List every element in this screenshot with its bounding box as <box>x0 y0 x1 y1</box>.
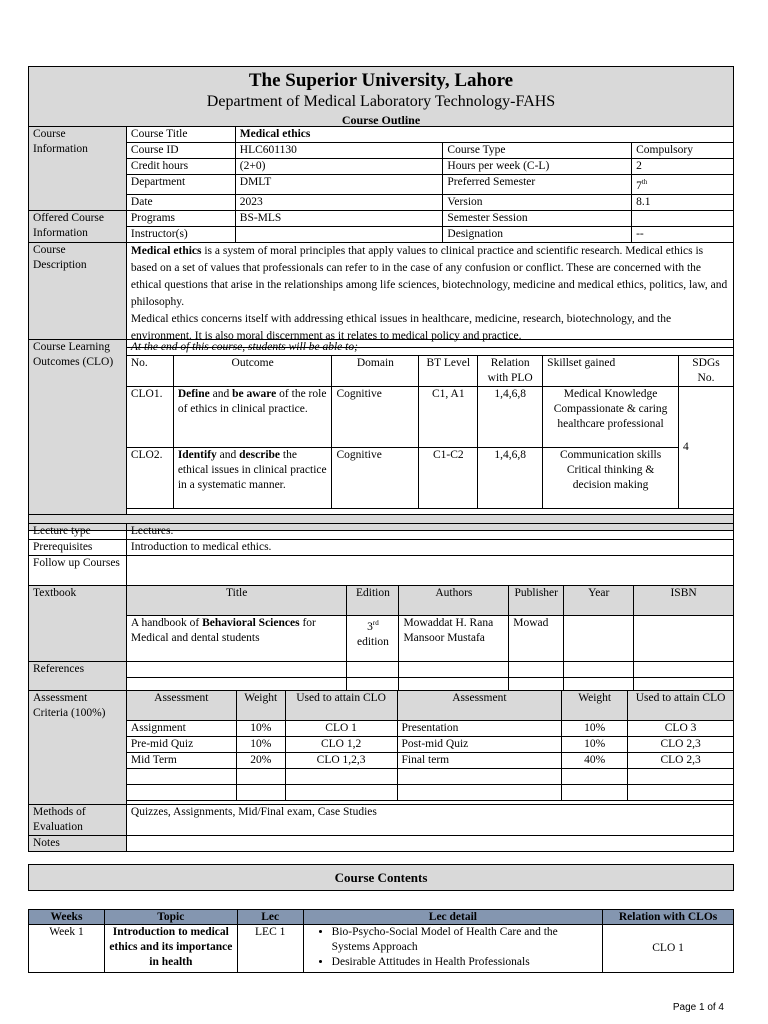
textbook-authors <box>399 616 509 662</box>
week-cell: Week 1 <box>29 925 105 973</box>
assessment-weight: 40% <box>562 753 628 769</box>
empty-cell <box>562 785 628 801</box>
description-label: Course Description <box>29 242 127 347</box>
course-type-value: Compulsory <box>632 143 734 159</box>
clo-sdg: 4 <box>678 387 733 509</box>
lec-detail-header: Lec detail <box>303 910 603 925</box>
lecture-type-value: Lectures. <box>126 524 733 540</box>
empty-cell <box>562 769 628 785</box>
clo-header-domain: Domain <box>332 356 419 387</box>
reference-cell <box>347 662 399 678</box>
assessment-name: Final term <box>397 753 562 769</box>
textbook-title <box>126 616 347 662</box>
clo1-no: CLO1. <box>126 387 173 448</box>
assessment-weight: 10% <box>562 721 628 737</box>
date-value: 2023 <box>235 194 443 210</box>
followup-value <box>126 556 733 586</box>
programs-value: BS-MLS <box>235 210 443 226</box>
reference-cell <box>509 662 564 678</box>
clo-header-bt: BT Level <box>419 356 478 387</box>
textbook-header-year: Year <box>564 586 634 616</box>
assessment-weight: 20% <box>236 753 285 769</box>
textbook-title-bold: Behavioral Sciences <box>202 617 300 629</box>
textbook-year <box>564 616 634 662</box>
description-paragraph-2: Medical ethics concerns itself with addressing ethical issues in healthcare, medicine, research, biotechnology, and the environment. It is also moral discernment as it relates to medical policy and practice. <box>130 312 672 342</box>
version-value: 8.1 <box>632 194 734 210</box>
lecture-type-label: Lecture type <box>29 524 127 540</box>
assessment-clo: CLO 3 <box>628 721 734 737</box>
clo-intro: At the end of this course, students will be able to; <box>126 340 733 356</box>
textbook-header-edition: Edition <box>347 586 399 616</box>
empty-cell <box>397 785 562 801</box>
prerequisites-value: Introduction to medical ethics. <box>126 540 733 556</box>
textbook-header-isbn: ISBN <box>634 586 734 616</box>
clo1-outcome <box>173 387 332 448</box>
clo2-verb-1: Identify <box>177 449 217 461</box>
credit-hours-label: Credit hours <box>126 159 235 175</box>
assessment-name: Pre-mid Quiz <box>126 737 236 753</box>
department-label: Department <box>126 175 235 195</box>
course-info-table <box>28 126 734 348</box>
assessment-name: Post-mid Quiz <box>397 737 562 753</box>
relation-header: Relation with CLOs <box>603 910 734 925</box>
designation-value: -- <box>632 226 734 242</box>
hours-per-week-value: 2 <box>632 159 734 175</box>
date-label: Date <box>126 194 235 210</box>
clo2-conjunction: and <box>216 449 240 461</box>
document-title: Course Outline <box>341 113 421 127</box>
reference-cell <box>399 662 509 678</box>
clo1-verb-2: be aware <box>232 388 277 400</box>
assessment-clo: CLO 1 <box>285 721 397 737</box>
empty-cell <box>236 785 285 801</box>
empty-cell <box>285 785 397 801</box>
clo1-domain: Cognitive <box>332 387 419 448</box>
instructor-label: Instructor(s) <box>126 226 235 242</box>
clo1-skill: Medical Knowledge Compassionate & caring healthcare professional <box>543 387 679 448</box>
author-2: Mansoor Mustafa <box>403 632 485 644</box>
course-id-label: Course ID <box>126 143 235 159</box>
weeks-header: Weeks <box>29 910 105 925</box>
assessment-clo: CLO 2,3 <box>628 737 734 753</box>
clo-table <box>28 339 734 531</box>
edition-number: 3 <box>367 620 373 633</box>
empty-cell <box>628 769 734 785</box>
lec-detail-item: • Bio-Psycho-Social Model of Health Care and the Systems Approach <box>332 925 599 955</box>
clo-header-left: Used to attain CLO <box>285 691 397 721</box>
clo-header-outcome: Outcome <box>173 356 332 387</box>
textbook-publisher: Mowad <box>509 616 564 662</box>
author-1: Mowaddat H. Rana <box>403 617 494 629</box>
assessment-name: Presentation <box>397 721 562 737</box>
course-info-label: Course Information <box>29 127 127 211</box>
clo-header-skill: Skillset gained <box>543 356 679 387</box>
page-number: Page 1 of 4 <box>672 1002 724 1013</box>
assessment-name: Mid Term <box>126 753 236 769</box>
course-contents-table <box>28 909 734 973</box>
semester-session-label: Semester Session <box>443 210 632 226</box>
clo-header-relation: Relation with PLO <box>478 356 543 387</box>
course-title-label: Course Title <box>126 127 235 143</box>
clo2-outcome <box>173 448 332 509</box>
weight-header-left: Weight <box>236 691 285 721</box>
clo1-conjunction: and <box>209 388 233 400</box>
hours-per-week-label: Hours per week (C-L) <box>443 159 632 175</box>
notes-value <box>126 836 733 852</box>
empty-cell <box>628 785 734 801</box>
assessment-header-right: Assessment <box>397 691 562 721</box>
textbook-label: Textbook <box>29 586 127 662</box>
references-label: References <box>29 662 127 694</box>
clo2-bt: C1-C2 <box>419 448 478 509</box>
topic-cell: Introduction to medical ethics and its importance in health <box>104 925 237 973</box>
clo2-outcome-text: the ethical issues in clinical practice in a systematic manner. <box>177 449 327 491</box>
edition-suffix: rd <box>372 619 379 627</box>
assessment-name: Assignment <box>126 721 236 737</box>
clo1-outcome-text: of the role of ethics in clinical practice. <box>177 388 327 415</box>
lec-cell: LEC 1 <box>237 925 303 973</box>
preferred-semester-number: 7 <box>636 179 642 192</box>
reference-cell <box>634 662 734 678</box>
course-id-value: HLC601130 <box>235 143 443 159</box>
relation-cell: CLO 1 <box>603 925 734 973</box>
lecture-details-table <box>28 523 734 700</box>
preferred-semester-suffix: th <box>641 178 648 186</box>
clo2-verb-2: describe <box>239 449 281 461</box>
lec-detail-list <box>312 925 599 970</box>
description-p1-text: is a system of moral principles that apply values to clinical practice and scientific research. Medical ethics is based on a set of values that professionals can refer to in the case of any confusion or conflict. These are concerned with the ethical questions that arise in the relationships among life sciences, biotechnology, medicine and medical ethics, politics, law, and philosophy. <box>130 244 728 308</box>
prerequisites-label: Prerequisites <box>29 540 127 556</box>
textbook-header-publisher: Publisher <box>509 586 564 616</box>
course-contents-title: Course Contents <box>28 864 734 891</box>
clo-section-label: Course Learning Outcomes (CLO) <box>29 340 127 515</box>
empty-cell <box>126 769 236 785</box>
course-description <box>126 242 733 347</box>
clo2-domain: Cognitive <box>332 448 419 509</box>
designation-label: Designation <box>443 226 632 242</box>
clo2-no: CLO2. <box>126 448 173 509</box>
credit-hours-value: (2+0) <box>235 159 443 175</box>
textbook-title-end: for Medical and dental students <box>130 617 316 644</box>
clo2-skill: Communication skills Critical thinking & decision making <box>543 448 679 509</box>
university-name: The Superior University, Lahore <box>248 70 514 91</box>
assessment-clo: CLO 2,3 <box>628 753 734 769</box>
clo1-verb-1: Define <box>177 388 210 400</box>
lec-header: Lec <box>237 910 303 925</box>
assessment-weight: 10% <box>236 721 285 737</box>
course-title-value: Medical ethics <box>235 127 733 143</box>
empty-cell <box>236 769 285 785</box>
document-header <box>28 66 734 126</box>
assessment-table <box>28 690 734 852</box>
assessment-weight: 10% <box>562 737 628 753</box>
preferred-semester-label: Preferred Semester <box>443 175 632 195</box>
edition-word: edition <box>356 635 389 648</box>
clo1-relation: 1,4,6,8 <box>478 387 543 448</box>
lec-detail-cell <box>303 925 603 973</box>
description-paragraph-1 <box>131 243 729 311</box>
programs-label: Programs <box>126 210 235 226</box>
empty-cell <box>285 769 397 785</box>
empty-cell <box>126 785 236 801</box>
clo1-bt: C1, A1 <box>419 387 478 448</box>
lec-detail-item: • Desirable Attitudes in Health Professionals <box>332 955 599 970</box>
textbook-header-title: Title <box>126 586 347 616</box>
assessment-header-left: Assessment <box>126 691 236 721</box>
reference-cell <box>126 662 347 678</box>
textbook-header-authors: Authors <box>399 586 509 616</box>
clo-header-no: No. <box>126 356 173 387</box>
semester-session-value <box>632 210 734 226</box>
weight-header-right: Weight <box>562 691 628 721</box>
clo-header-right: Used to attain CLO <box>628 691 734 721</box>
assessment-clo: CLO 1,2 <box>285 737 397 753</box>
department-value: DMLT <box>235 175 443 195</box>
notes-label: Notes <box>29 836 127 852</box>
textbook-isbn <box>634 616 734 662</box>
instructor-value <box>235 226 443 242</box>
offered-info-label: Offered Course Information <box>29 210 127 242</box>
clo2-relation: 1,4,6,8 <box>478 448 543 509</box>
reference-cell <box>564 662 634 678</box>
textbook-edition <box>347 616 399 662</box>
assessment-weight: 10% <box>236 737 285 753</box>
preferred-semester-value <box>632 175 734 195</box>
description-bold-term: Medical ethics <box>130 244 202 257</box>
methods-label: Methods of Evaluation <box>29 805 127 836</box>
department-name: Department of Medical Laboratory Technology-FAHS <box>206 93 556 110</box>
methods-value: Quizzes, Assignments, Mid/Final exam, Case Studies <box>126 805 733 836</box>
topic-header: Topic <box>104 910 237 925</box>
textbook-title-start: A handbook of <box>130 617 203 629</box>
empty-cell <box>397 769 562 785</box>
assessment-clo: CLO 1,2,3 <box>285 753 397 769</box>
version-label: Version <box>443 194 632 210</box>
course-type-label: Course Type <box>443 143 632 159</box>
clo-header-sdg: SDGs No. <box>678 356 733 387</box>
followup-label: Follow up Courses <box>29 556 127 586</box>
assessment-label: Assessment Criteria (100%) <box>29 691 127 805</box>
